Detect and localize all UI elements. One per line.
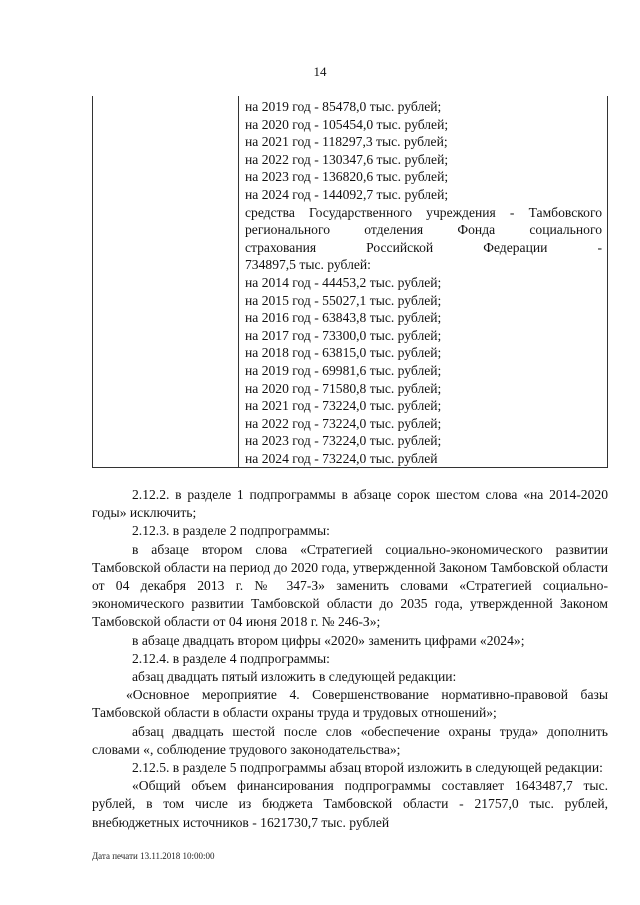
funding-line: на 2021 год - 118297,3 тыс. рублей; [245, 134, 448, 150]
paragraph-digits-replacement: в абзаце двадцать втором цифры «2020» заменить цифрами «2024»; [132, 632, 525, 648]
funding-line: на 2019 год - 69981,6 тыс. рублей; [245, 362, 442, 378]
funding-line: на 2018 год - 63815,0 тыс. рублей; [245, 345, 442, 361]
funding-line: на 2020 год - 71580,8 тыс. рублей; [245, 380, 442, 396]
funding-line: на 2024 год - 144092,7 тыс. рублей; [245, 186, 449, 202]
funding-line: 734897,5 тыс. рублей: [245, 257, 371, 273]
table-column-divider [238, 96, 239, 468]
funding-line: на 2014 год - 44453,2 тыс. рублей; [245, 274, 442, 290]
paragraph-main-activity: «Основное мероприятие 4. Совершенствование нормативно-правовой базы Тамбовской области в области охраны труда и трудовых отношений»; [92, 687, 608, 721]
paragraph-2-12-3: 2.12.3. в разделе 2 подпрограммы: [132, 523, 330, 539]
funding-line: на 2017 год - 73300,0 тыс. рублей; [245, 327, 442, 343]
funding-line: на 2021 год - 73224,0 тыс. рублей; [245, 398, 442, 414]
funding-line: на 2019 год - 85478,0 тыс. рублей; [245, 99, 442, 114]
funding-cell [245, 98, 602, 467]
paragraph-financing: «Общий объем финансирования подпрограммы составляет 1643487,7 тыс. рублей, в том числе из бюджета Тамбовской области - 21757,0 тыс. рублей, внебюджетных источников - 1621730,7 тыс. рублей [92, 778, 608, 830]
funding-line: на 2022 год - 130347,6 тыс. рублей; [245, 151, 449, 167]
funding-line: на 2023 год - 136820,6 тыс. рублей; [245, 169, 449, 185]
print-date: Дата печати 13.11.2018 10:00:00 [92, 851, 215, 861]
paragraph-2-12-5: 2.12.5. в разделе 5 подпрограммы абзац второй изложить в следующей редакции: [132, 760, 603, 776]
funding-line: на 2024 год - 73224,0 тыс. рублей [245, 450, 438, 466]
paragraph-twenty-fifth: абзац двадцать пятый изложить в следующей редакции: [132, 669, 457, 685]
paragraph-twenty-sixth: абзац двадцать шестой после слов «обеспечение охраны труда» дополнить словами «, соблюдение трудового законодательства»; [92, 723, 608, 757]
table-border-left [92, 96, 93, 468]
funding-table [92, 96, 608, 468]
paragraph-2-12-4: 2.12.4. в разделе 4 подпрограммы: [132, 650, 330, 666]
funding-line: регионального отделения Фонда социального [245, 222, 602, 238]
table-border-right [607, 96, 608, 468]
funding-line: страхования Российской Федерации - [245, 239, 602, 255]
paragraph-strategy-replacement: в абзаце втором слова «Стратегией социально-экономического развитии Тамбовской области на период до 2020 года, утвержденной Законом Тамбовской области от 04 декабря 2013 г. № 347-З» заменить словами «Стратегией социально-экономического развитии Тамбовской области до 2035 года, утвержденной Законом Тамбовской области от 04 июня 2018 г. № 246-З»; [92, 541, 608, 630]
funding-line: на 2020 год - 105454,0 тыс. рублей; [245, 116, 449, 132]
document-body [92, 486, 608, 832]
funding-line: средства Государственного учреждения - Тамбовского [245, 204, 602, 220]
funding-line: на 2016 год - 63843,8 тыс. рублей; [245, 310, 442, 326]
funding-line: на 2023 год - 73224,0 тыс. рублей; [245, 433, 442, 449]
paragraph-2-12-2: 2.12.2. в разделе 1 подпрограммы в абзаце сорок шестом слова «на 2014-2020 годы» исключить; [92, 487, 608, 521]
page-number: 14 [313, 64, 327, 79]
funding-line: на 2022 год - 73224,0 тыс. рублей; [245, 415, 442, 431]
funding-line: на 2015 год - 55027,1 тыс. рублей; [245, 292, 442, 308]
